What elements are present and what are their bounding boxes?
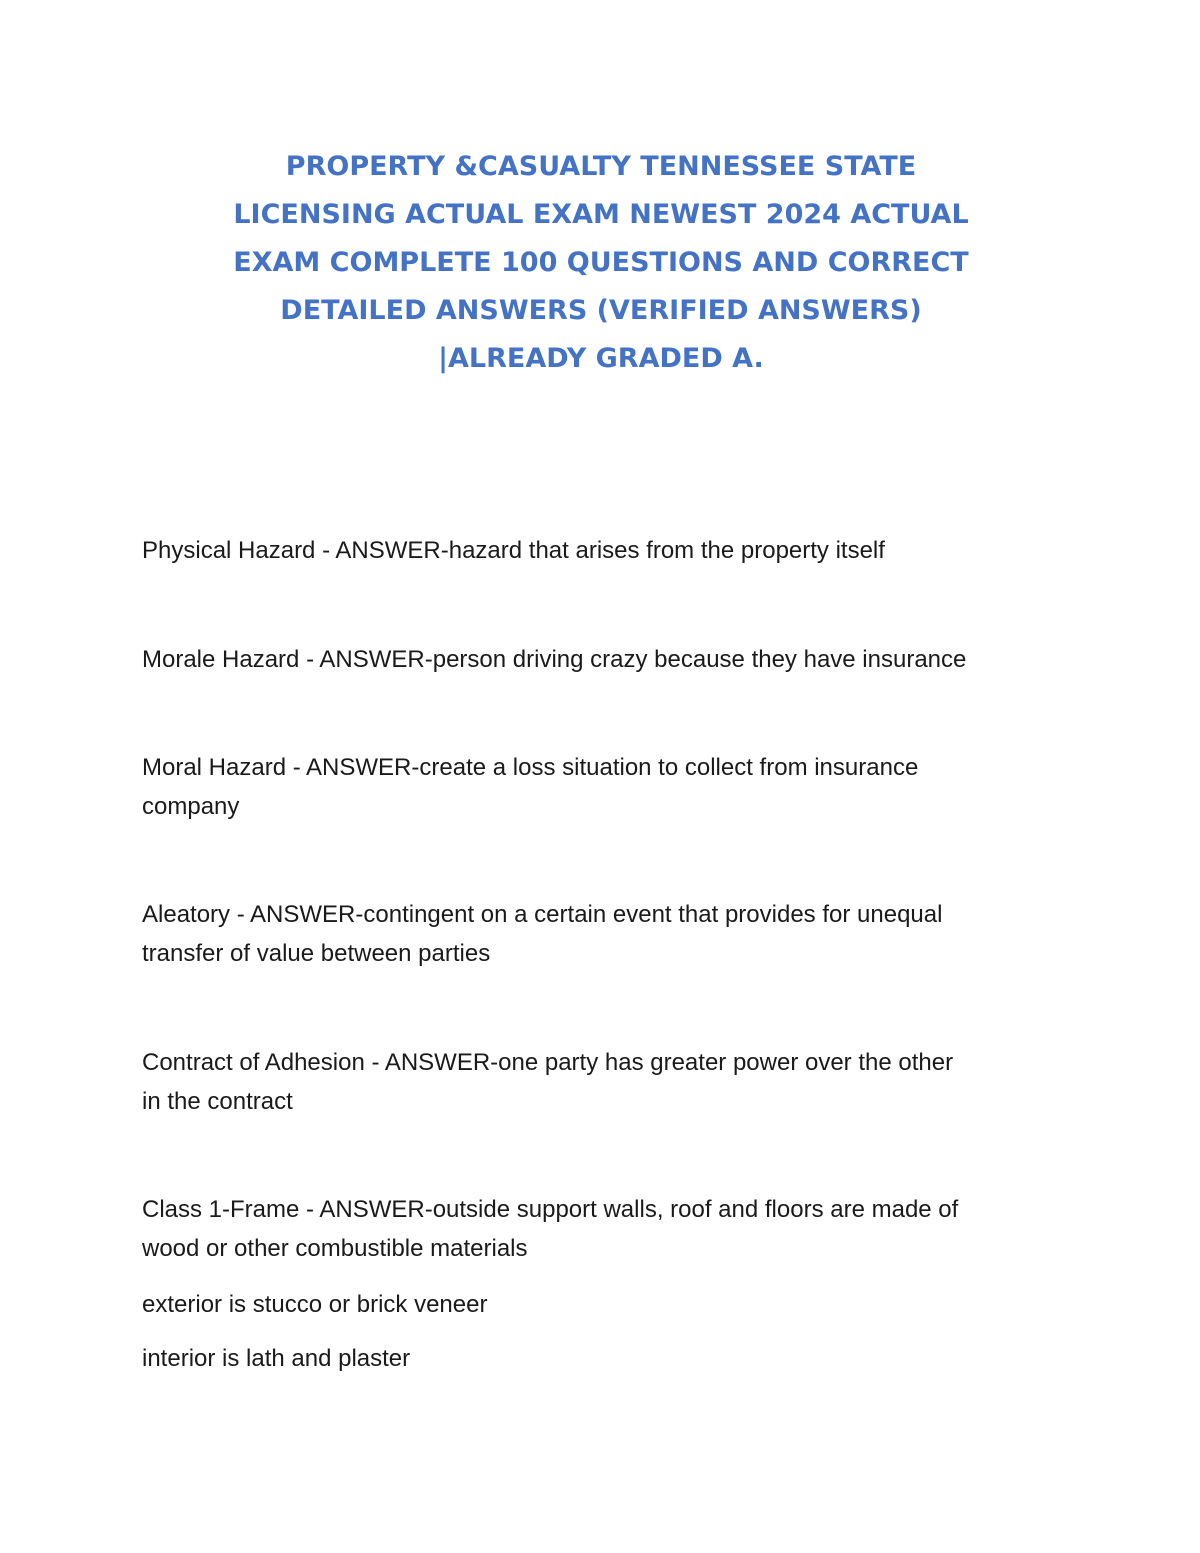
qa-entry-class-1-frame (142, 1190, 1082, 1268)
title-line: |ALREADY GRADED A. (438, 343, 764, 374)
title-line: LICENSING ACTUAL EXAM NEWEST 2024 ACTUAL (233, 199, 969, 230)
entry-text: wood or other combustible materials (142, 1235, 528, 1262)
entry-text: Class 1-Frame - ANSWER-outside support walls, roof and floors are made of (142, 1196, 959, 1223)
qa-entry-physical-hazard (142, 531, 1082, 570)
entry-text: company (142, 793, 240, 820)
title-line: EXAM COMPLETE 100 QUESTIONS AND CORRECT (233, 247, 969, 278)
entry-text: Moral Hazard - ANSWER-create a loss situation to collect from insurance (142, 754, 919, 781)
title-line: DETAILED ANSWERS (VERIFIED ANSWERS) (280, 295, 922, 326)
entry-text: transfer of value between parties (142, 940, 491, 967)
document-title (120, 143, 1082, 383)
entry-text: in the contract (142, 1088, 293, 1115)
qa-entry-morale-hazard (142, 640, 1082, 679)
detail-line-exterior: exterior is stucco or brick veneer (142, 1291, 488, 1318)
qa-entry-moral-hazard (142, 748, 1082, 826)
entry-text: Morale Hazard - ANSWER-person driving crazy because they have insurance (142, 646, 967, 673)
title-line: PROPERTY &CASUALTY TENNESSEE STATE (285, 151, 917, 182)
entry-text: Contract of Adhesion - ANSWER-one party has greater power over the other (142, 1049, 954, 1076)
qa-entry-contract-of-adhesion (142, 1043, 1082, 1121)
detail-line-interior: interior is lath and plaster (142, 1345, 411, 1372)
entry-text: Aleatory - ANSWER-contingent on a certain event that provides for unequal (142, 901, 943, 928)
qa-entry-aleatory (142, 895, 1082, 973)
entry-text: Physical Hazard - ANSWER-hazard that arises from the property itself (142, 537, 885, 564)
